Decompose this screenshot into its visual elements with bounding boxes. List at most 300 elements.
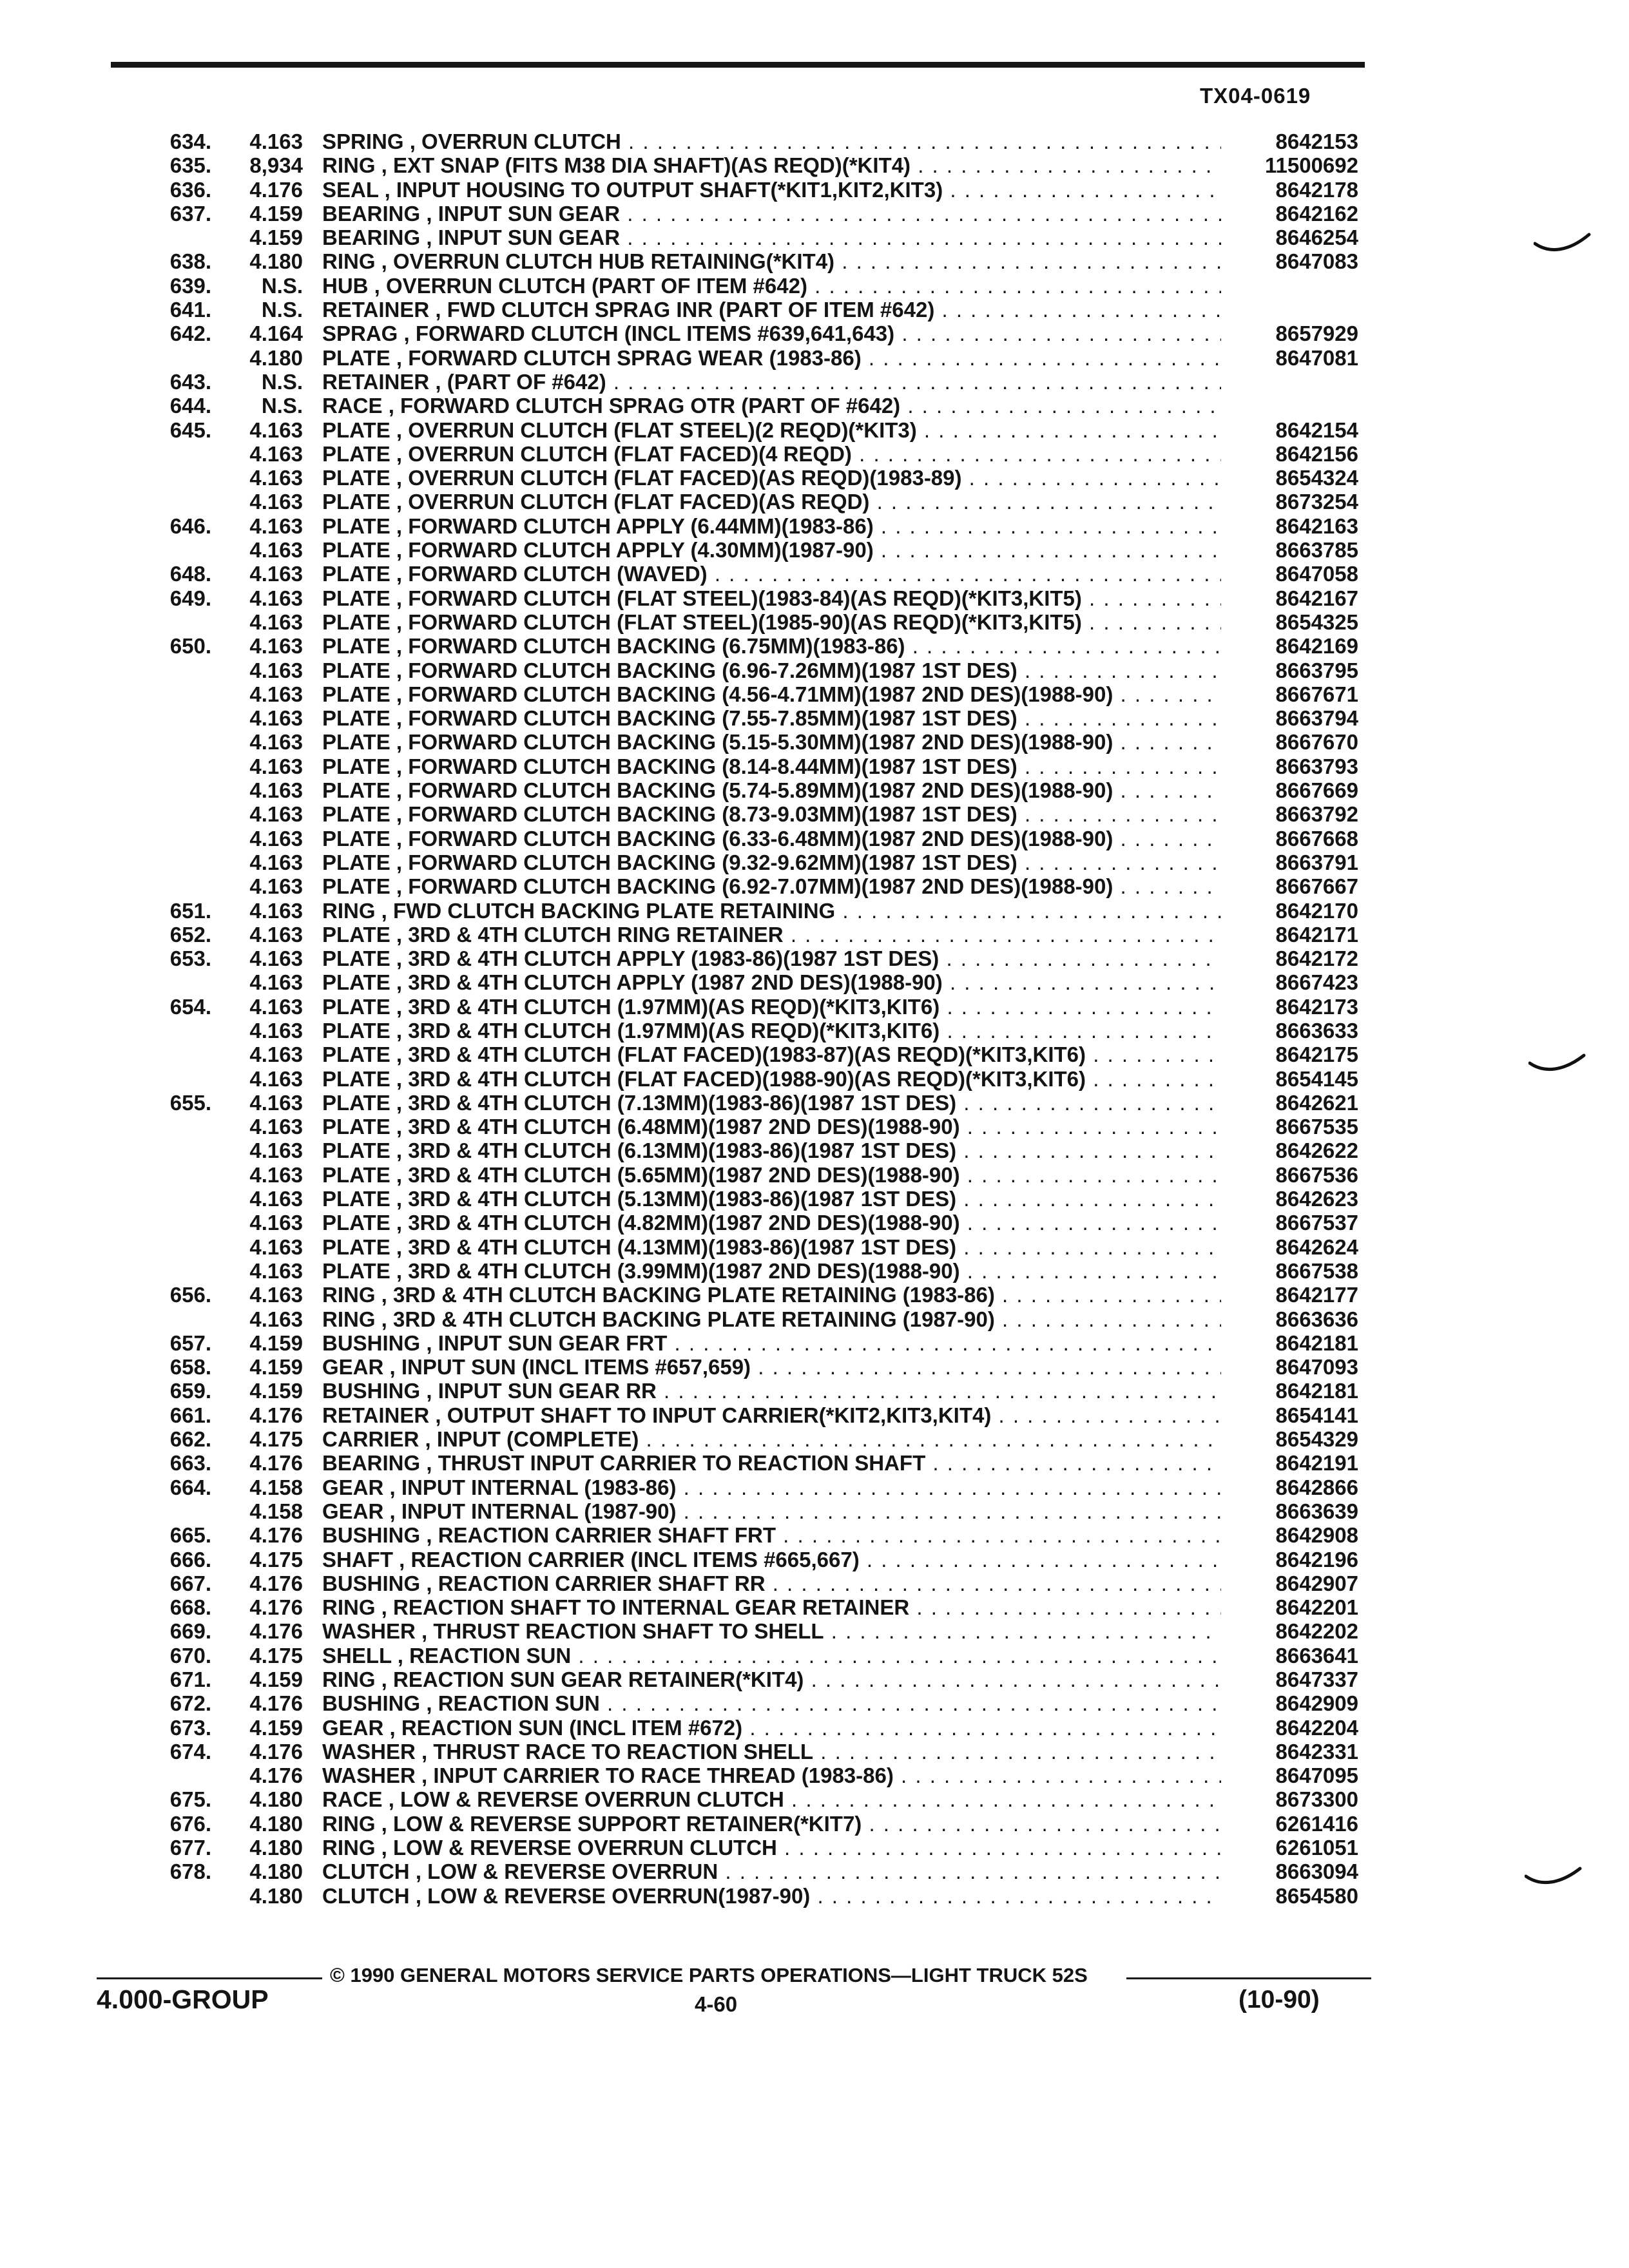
part-number: 8673300	[1275, 1787, 1358, 1812]
table-row	[0, 322, 1629, 345]
part-number: 8642167	[1275, 586, 1358, 610]
part-number: 8667537	[1275, 1211, 1358, 1235]
part-detail: , THRUST INPUT CARRIER TO REACTION SHAFT	[426, 1451, 926, 1475]
item-number: 637.	[169, 201, 211, 226]
group-number: 4.163	[249, 874, 303, 899]
part-description	[322, 1475, 1221, 1499]
group-number: 4.176	[249, 1763, 303, 1788]
group-number: 4.163	[249, 1139, 303, 1163]
part-number: 8642173	[1275, 994, 1358, 1019]
table-row	[0, 1451, 1629, 1475]
part-name: PLATE	[322, 538, 390, 562]
table-row	[0, 562, 1629, 586]
group-number: 4.163	[249, 778, 303, 803]
part-detail: , 3RD & 4TH CLUTCH (4.13MM)(1983-86)(1987 1ST DES)	[396, 1235, 957, 1259]
table-row	[0, 1836, 1629, 1860]
part-number: 8642181	[1275, 1331, 1358, 1355]
part-name: PLATE	[322, 514, 390, 538]
part-number: 8667671	[1275, 682, 1358, 706]
part-name: PLATE	[322, 610, 390, 634]
part-detail: , FORWARD CLUTCH BACKING (8.14-8.44MM)(1987 1ST DES)	[396, 754, 1017, 778]
part-name: BEARING	[322, 226, 421, 250]
part-description	[322, 394, 1221, 418]
part-detail: , FORWARD CLUTCH BACKING (5.15-5.30MM)(1987 2ND DES)(1988-90)	[396, 730, 1113, 754]
part-number: 8654141	[1275, 1403, 1358, 1427]
footer-rule-right	[1126, 1977, 1371, 1979]
part-description	[322, 1211, 1221, 1235]
part-name: PLATE	[322, 874, 390, 899]
table-row	[0, 1691, 1629, 1715]
part-description	[322, 1451, 1221, 1475]
part-name: PLATE	[322, 1018, 390, 1043]
part-name: PLATE	[322, 947, 390, 971]
table-row	[0, 1860, 1629, 1883]
part-description	[322, 1043, 1221, 1066]
part-description	[322, 995, 1221, 1019]
group-number: 4.163	[249, 1258, 303, 1283]
part-name: CLUTCH	[322, 1883, 410, 1908]
group-number: 4.163	[249, 826, 303, 850]
part-detail: , LOW & REVERSE OVERRUN(1987-90)	[415, 1883, 811, 1908]
part-detail: , OVERRUN CLUTCH HUB RETAINING(*KIT4)	[381, 249, 835, 274]
item-number: 668.	[169, 1595, 211, 1620]
part-name: PLATE	[322, 1066, 390, 1091]
item-number: 638.	[169, 249, 211, 274]
part-description	[322, 1139, 1221, 1162]
group-number: 4.176	[249, 1619, 303, 1644]
group-number: 4.176	[249, 177, 303, 202]
part-number: 8642175	[1275, 1043, 1358, 1067]
part-description	[322, 514, 1221, 538]
part-description	[322, 1740, 1221, 1763]
group-number: 4.163	[249, 586, 303, 610]
part-description	[322, 249, 1221, 273]
part-description	[322, 490, 1221, 514]
group-number: 4.163	[249, 947, 303, 971]
item-number: 664.	[169, 1475, 211, 1499]
part-detail: , 3RD & 4TH CLUTCH (4.82MM)(1987 2ND DES)(1988-90)	[396, 1211, 960, 1235]
item-number: 677.	[169, 1836, 211, 1860]
part-name: RETAINER	[322, 369, 430, 394]
group-number: 4.159	[249, 201, 303, 226]
part-description	[322, 1379, 1221, 1403]
part-number: 8642163	[1275, 514, 1358, 538]
table-row	[0, 490, 1629, 514]
table-row	[0, 754, 1629, 778]
part-number: 8647083	[1275, 249, 1358, 274]
part-name: BEARING	[322, 201, 421, 226]
part-name: PLATE	[322, 778, 390, 803]
part-detail: , FORWARD CLUTCH SPRAG OTR (PART OF #642)	[388, 394, 901, 418]
part-detail: , FORWARD CLUTCH BACKING (6.92-7.07MM)(1987 2ND DES)(1988-90)	[396, 874, 1113, 899]
part-description	[322, 1667, 1221, 1691]
part-description	[322, 298, 1221, 322]
table-row	[0, 1139, 1629, 1162]
part-number: 8642191	[1275, 1451, 1358, 1475]
part-number: 8663633	[1275, 1018, 1358, 1043]
part-number: 8642909	[1275, 1691, 1358, 1716]
part-name: GEAR	[322, 1475, 384, 1499]
pen-check-mark	[1525, 1866, 1583, 1892]
part-name: PLATE	[322, 706, 390, 731]
item-number: 663.	[169, 1451, 211, 1475]
part-detail: , FORWARD CLUTCH BACKING (8.73-9.03MM)(1987 1ST DES)	[396, 802, 1017, 827]
group-number: 8,934	[249, 153, 303, 178]
part-detail: , OVERRUN CLUTCH (FLAT FACED)(AS REQD)	[396, 490, 870, 514]
table-row	[0, 610, 1629, 634]
group-number: 4.159	[249, 1379, 303, 1403]
item-number: 651.	[169, 898, 211, 923]
table-row	[0, 1211, 1629, 1235]
item-number: 658.	[169, 1355, 211, 1379]
table-row	[0, 394, 1629, 418]
part-number: 8642153	[1275, 130, 1358, 153]
part-detail: , 3RD & 4TH CLUTCH (6.13MM)(1983-86)(1987 1ST DES)	[396, 1139, 957, 1163]
part-detail: , EXT SNAP (FITS M38 DIA SHAFT)(AS REQD)(*KIT4)	[381, 153, 911, 178]
part-number: 8663794	[1275, 706, 1358, 731]
part-description	[322, 899, 1221, 923]
part-name: PLATE	[322, 418, 390, 442]
table-row	[0, 1427, 1629, 1451]
table-row	[0, 1812, 1629, 1836]
part-number: 8642202	[1275, 1619, 1358, 1644]
part-description	[322, 1067, 1221, 1091]
part-description	[322, 730, 1221, 754]
part-name: SPRING	[322, 130, 404, 153]
group-number: 4.163	[249, 1211, 303, 1235]
pen-check-mark	[1534, 232, 1592, 258]
table-row	[0, 1571, 1629, 1595]
item-number: 676.	[169, 1811, 211, 1836]
table-row	[0, 874, 1629, 898]
part-number: 8642866	[1275, 1475, 1358, 1499]
table-row	[0, 370, 1629, 394]
item-number: 667.	[169, 1571, 211, 1595]
part-number: 8642154	[1275, 418, 1358, 442]
group-number: N.S.	[261, 369, 303, 394]
item-number: 673.	[169, 1715, 211, 1740]
part-number: 8642181	[1275, 1379, 1358, 1403]
footer-group: 4.000-GROUP	[97, 1984, 269, 2014]
part-name: RACE	[322, 1787, 383, 1812]
table-row	[0, 1163, 1629, 1187]
part-number: 8667423	[1275, 970, 1358, 995]
group-number: 4.180	[249, 1836, 303, 1860]
part-name: PLATE	[322, 1211, 390, 1235]
part-detail: , THRUST RACE TO REACTION SHELL	[421, 1739, 814, 1763]
table-row	[0, 1019, 1629, 1043]
table-row	[0, 947, 1629, 970]
part-number: 8663636	[1275, 1307, 1358, 1331]
part-description	[322, 850, 1221, 874]
group-number: 4.176	[249, 1571, 303, 1595]
part-detail: , OUTPUT SHAFT TO INPUT CARRIER(*KIT2,KIT3,KIT4)	[435, 1403, 992, 1427]
part-number: 8642623	[1275, 1187, 1358, 1211]
table-row	[0, 730, 1629, 754]
item-number: 661.	[169, 1403, 211, 1427]
part-description	[322, 802, 1221, 826]
table-row	[0, 1067, 1629, 1091]
group-number: 4.163	[249, 1283, 303, 1307]
group-number: 4.163	[249, 1066, 303, 1091]
group-number: 4.175	[249, 1427, 303, 1452]
footer-copyright: © 1990 GENERAL MOTORS SERVICE PARTS OPERATIONS—LIGHT TRUCK 52S	[330, 1964, 1088, 1986]
part-description	[322, 923, 1221, 947]
part-detail: , OVERRUN CLUTCH (PART OF ITEM #642)	[374, 273, 807, 298]
part-number: 8642156	[1275, 441, 1358, 466]
part-description	[322, 202, 1221, 226]
group-number: 4.163	[249, 754, 303, 778]
part-number: 8667669	[1275, 778, 1358, 803]
table-row	[0, 418, 1629, 442]
table-row	[0, 586, 1629, 610]
item-number: 634.	[169, 130, 211, 153]
part-name: RETAINER	[322, 298, 430, 322]
part-name: BUSHING	[322, 1691, 421, 1716]
part-number: 8673254	[1275, 490, 1358, 514]
item-number: 653.	[169, 947, 211, 971]
part-description	[322, 466, 1221, 490]
part-description	[322, 1691, 1221, 1715]
table-row	[0, 802, 1629, 826]
part-detail: , REACTION CARRIER SHAFT RR	[426, 1571, 766, 1595]
part-number: 8647058	[1275, 562, 1358, 586]
part-description	[322, 1763, 1221, 1787]
table-row	[0, 153, 1629, 177]
group-number: 4.176	[249, 1739, 303, 1763]
part-detail: , 3RD & 4TH CLUTCH (5.65MM)(1987 2ND DES)(1988-90)	[396, 1162, 960, 1187]
table-row	[0, 899, 1629, 923]
part-description	[322, 1019, 1221, 1043]
part-name: PLATE	[322, 826, 390, 850]
item-number: 662.	[169, 1427, 211, 1452]
part-detail: , LOW & REVERSE OVERRUN CLUTCH	[388, 1787, 784, 1812]
part-description	[322, 754, 1221, 778]
part-description	[322, 1307, 1221, 1331]
part-detail: , (PART OF #642)	[435, 369, 606, 394]
part-description	[322, 1884, 1221, 1908]
part-description	[322, 1860, 1221, 1883]
part-name: PLATE	[322, 490, 390, 514]
part-number: 8663795	[1275, 658, 1358, 682]
part-name: BUSHING	[322, 1331, 421, 1355]
part-description	[322, 970, 1221, 994]
part-number: 8647337	[1275, 1667, 1358, 1691]
table-row	[0, 1787, 1629, 1811]
part-description	[322, 1812, 1221, 1836]
group-number: 4.159	[249, 1715, 303, 1740]
table-row	[0, 1235, 1629, 1259]
table-row	[0, 1115, 1629, 1139]
part-detail: , REACTION SUN	[426, 1691, 600, 1716]
group-number: 4.163	[249, 1187, 303, 1211]
item-number: 675.	[169, 1787, 211, 1812]
part-number: 8654325	[1275, 610, 1358, 634]
part-number: 8667667	[1275, 874, 1358, 899]
group-number: 4.180	[249, 1787, 303, 1812]
part-detail: , FORWARD CLUTCH (FLAT STEEL)(1983-84)(AS REQD)(*KIT3,KIT5)	[396, 586, 1082, 610]
group-number: 4.163	[249, 610, 303, 634]
group-number: 4.163	[249, 1307, 303, 1331]
part-name: PLATE	[322, 1139, 390, 1163]
item-number: 674.	[169, 1739, 211, 1763]
part-number: 11500692	[1264, 153, 1358, 178]
part-name: PLATE	[322, 1090, 390, 1115]
group-number: 4.163	[249, 490, 303, 514]
table-row	[0, 202, 1629, 226]
part-description	[322, 1091, 1221, 1115]
part-detail: , REACTION CARRIER SHAFT FRT	[426, 1523, 776, 1548]
part-name: PLATE	[322, 1115, 390, 1139]
part-name: PLATE	[322, 1043, 390, 1067]
part-number: 8642908	[1275, 1523, 1358, 1548]
part-number: 8667668	[1275, 826, 1358, 850]
part-number: 8642196	[1275, 1547, 1358, 1571]
group-number: 4.163	[249, 994, 303, 1019]
part-number: 8642170	[1275, 898, 1358, 923]
group-number: 4.176	[249, 1403, 303, 1427]
part-description	[322, 610, 1221, 634]
item-number: 649.	[169, 586, 211, 610]
part-description	[322, 586, 1221, 610]
group-number: 4.163	[249, 466, 303, 490]
group-number: 4.163	[249, 1162, 303, 1187]
part-description	[322, 1571, 1221, 1595]
item-number: 665.	[169, 1523, 211, 1548]
part-name: RETAINER	[322, 1403, 430, 1427]
table-row	[0, 1499, 1629, 1523]
group-number: N.S.	[261, 394, 303, 418]
part-name: PLATE	[322, 922, 390, 947]
table-row	[0, 850, 1629, 874]
part-name: PLATE	[322, 345, 390, 370]
part-description	[322, 1115, 1221, 1139]
part-description	[322, 178, 1221, 202]
part-detail: , INPUT SUN GEAR	[426, 201, 621, 226]
part-detail: , 3RD & 4TH CLUTCH APPLY (1987 2ND DES)(1988-90)	[396, 970, 943, 995]
part-description	[322, 370, 1221, 394]
part-number: 8654580	[1275, 1883, 1358, 1908]
part-description	[322, 1523, 1221, 1547]
part-detail: , REACTION SUN (INCL ITEM #672)	[389, 1715, 743, 1740]
part-description	[322, 562, 1221, 586]
part-number: 8642177	[1275, 1283, 1358, 1307]
group-number: 4.175	[249, 1643, 303, 1667]
part-detail: , FWD CLUTCH BACKING PLATE RETAINING	[381, 898, 836, 923]
part-detail: , 3RD & 4TH CLUTCH APPLY (1983-86)(1987 1ST DES)	[396, 947, 940, 971]
part-name: SHELL	[322, 1643, 392, 1667]
part-name: BUSHING	[322, 1379, 421, 1403]
part-number: 8654329	[1275, 1427, 1358, 1452]
group-number: 4.180	[249, 249, 303, 274]
table-row	[0, 1043, 1629, 1066]
group-number: N.S.	[261, 298, 303, 322]
table-row	[0, 923, 1629, 947]
table-row	[0, 1740, 1629, 1763]
part-description	[322, 322, 1221, 345]
table-row	[0, 1091, 1629, 1115]
part-detail: , FORWARD CLUTCH BACKING (6.96-7.26MM)(1987 1ST DES)	[396, 658, 1017, 682]
part-detail: , REACTION SUN GEAR RETAINER(*KIT4)	[381, 1667, 804, 1691]
part-description	[322, 442, 1221, 466]
table-row	[0, 658, 1629, 682]
part-name: BUSHING	[322, 1523, 421, 1548]
item-number: 645.	[169, 418, 211, 442]
item-number: 639.	[169, 273, 211, 298]
table-row	[0, 1187, 1629, 1211]
part-description	[322, 682, 1221, 706]
part-detail: , INPUT INTERNAL (1987-90)	[389, 1499, 677, 1523]
part-name: RING	[322, 1283, 376, 1307]
group-number: 4.163	[249, 802, 303, 827]
part-name: GEAR	[322, 1715, 384, 1740]
group-number: 4.163	[249, 730, 303, 754]
part-detail: , 3RD & 4TH CLUTCH (3.99MM)(1987 2ND DES)(1988-90)	[396, 1258, 960, 1283]
part-description	[322, 418, 1221, 442]
item-number: 672.	[169, 1691, 211, 1716]
part-number: 8642331	[1275, 1739, 1358, 1763]
group-number: 4.158	[249, 1475, 303, 1499]
table-row	[0, 682, 1629, 706]
part-number: 8654145	[1275, 1066, 1358, 1091]
item-number: 659.	[169, 1379, 211, 1403]
group-number: 4.163	[249, 970, 303, 995]
part-description	[322, 1644, 1221, 1667]
part-name: PLATE	[322, 1258, 390, 1283]
part-name: GEAR	[322, 1355, 384, 1379]
part-name: PLATE	[322, 586, 390, 610]
table-row	[0, 1595, 1629, 1619]
part-number: 8642169	[1275, 634, 1358, 658]
group-number: 4.180	[249, 1860, 303, 1884]
part-detail: , REACTION SUN	[397, 1643, 572, 1667]
part-number: 8642624	[1275, 1235, 1358, 1259]
part-number: 8647081	[1275, 345, 1358, 370]
part-detail: , FWD CLUTCH SPRAG INR (PART OF ITEM #642)	[435, 298, 935, 322]
footer-date: (10-90)	[1239, 1986, 1320, 2013]
item-number: 646.	[169, 514, 211, 538]
part-description	[322, 130, 1221, 153]
part-description	[322, 1403, 1221, 1427]
group-number: 4.180	[249, 1811, 303, 1836]
footer-rule-left	[97, 1977, 322, 1979]
item-number: 642.	[169, 322, 211, 346]
table-row	[0, 274, 1629, 298]
part-name: RING	[322, 249, 376, 274]
group-number: 4.159	[249, 1331, 303, 1355]
part-description	[322, 1331, 1221, 1355]
part-description	[322, 538, 1221, 562]
part-number: 8647093	[1275, 1355, 1358, 1379]
part-number: 8667670	[1275, 730, 1358, 754]
item-number: 635.	[169, 153, 211, 178]
part-detail: , INPUT HOUSING TO OUTPUT SHAFT(*KIT1,KIT2,KIT3)	[384, 177, 943, 202]
table-row	[0, 1475, 1629, 1499]
part-name: SHAFT	[322, 1547, 393, 1571]
part-name: PLATE	[322, 970, 390, 995]
group-number: 4.159	[249, 226, 303, 250]
table-row	[0, 1283, 1629, 1307]
part-name: RING	[322, 1307, 376, 1331]
table-row	[0, 249, 1629, 273]
table-row	[0, 827, 1629, 850]
table-row	[0, 538, 1629, 562]
group-number: 4.176	[249, 1451, 303, 1475]
footer-page-number: 4-60	[695, 1992, 738, 2016]
part-detail: , OVERRUN CLUTCH (FLAT FACED)(AS REQD)(1983-89)	[396, 466, 962, 490]
table-row	[0, 514, 1629, 538]
item-number: 666.	[169, 1547, 211, 1571]
